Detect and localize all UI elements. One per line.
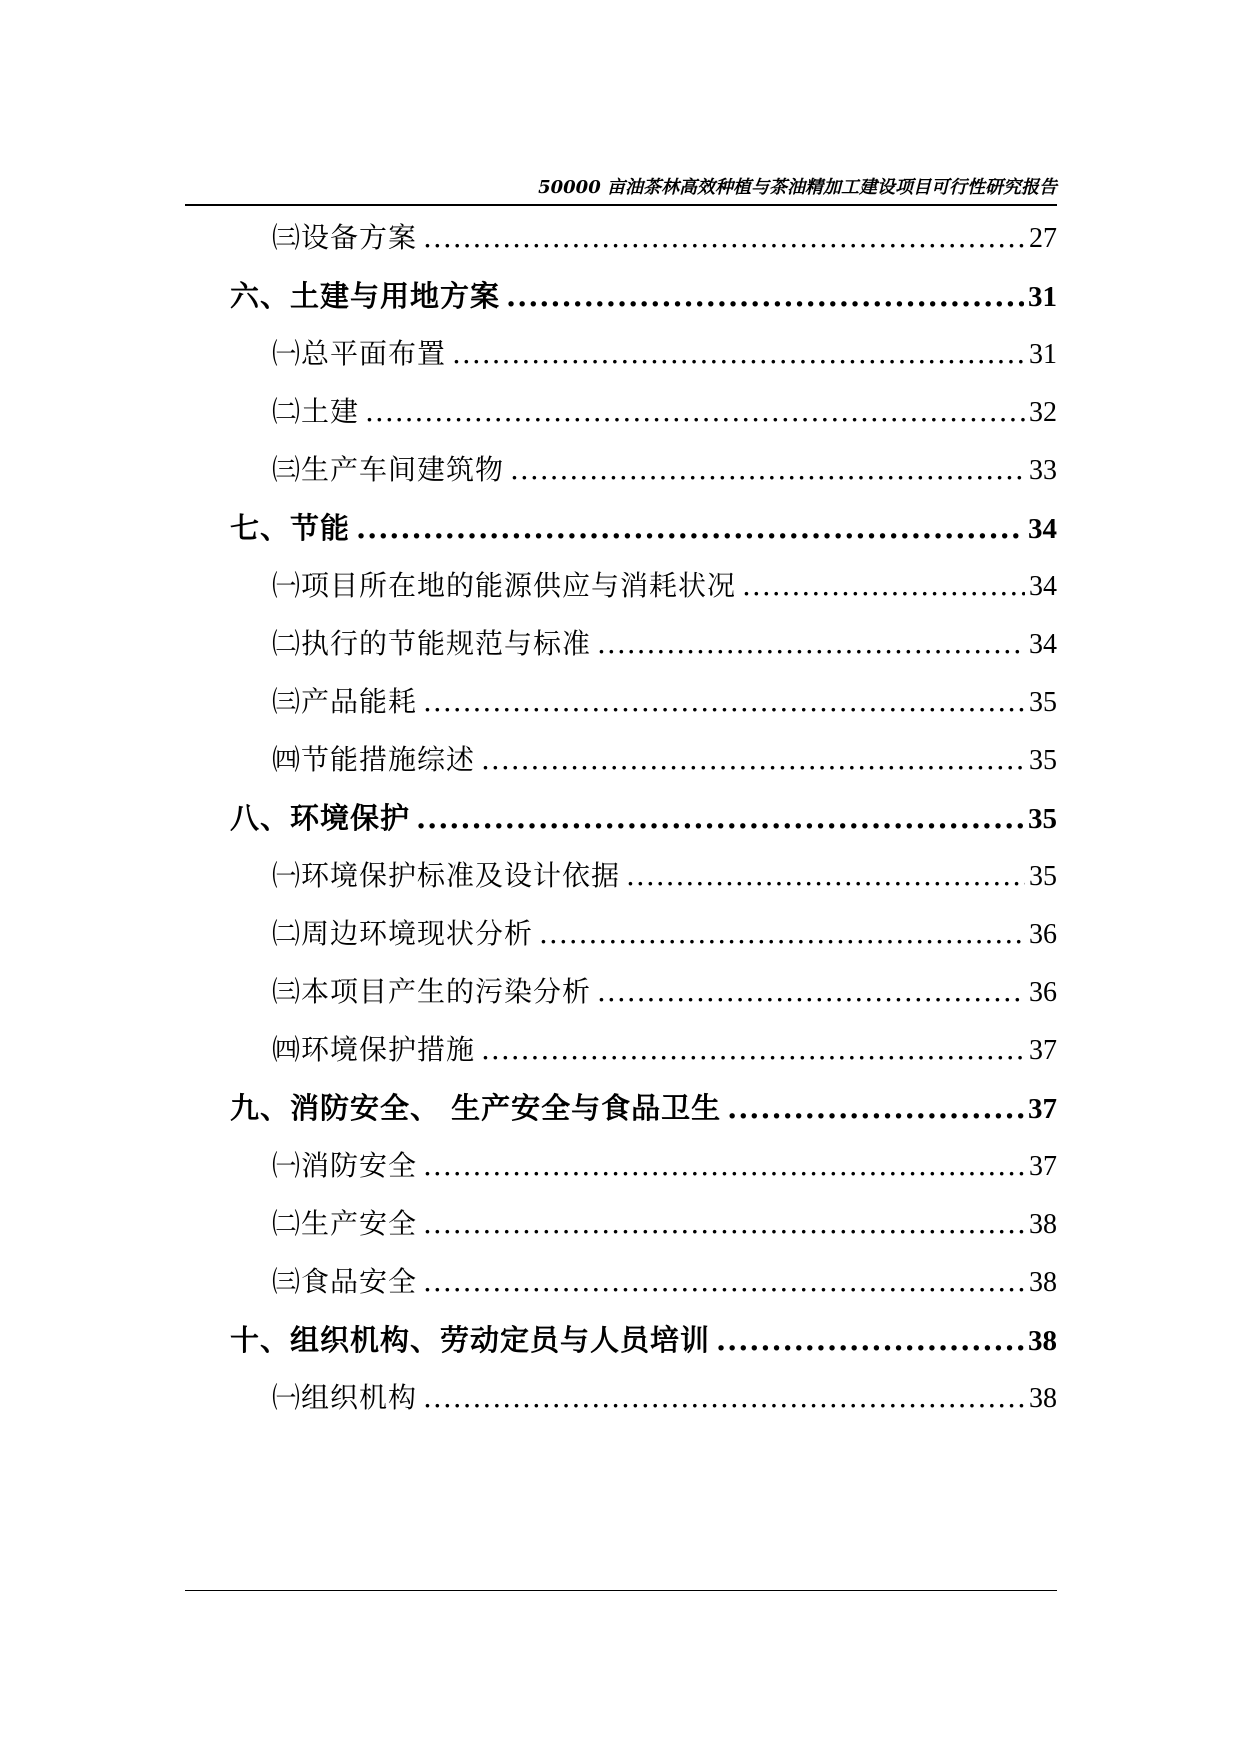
toc-entry-label: 六、土建与用地方案 (230, 279, 501, 313)
toc-entry-section[interactable] (272, 909, 1057, 959)
toc-page-number: 35 (1029, 861, 1057, 892)
toc-page-number: 35 (1029, 687, 1057, 718)
toc-leader-dots (481, 735, 1025, 785)
toc-entry-label: ㈠组织机构 (272, 1381, 418, 1414)
toc-entry-label: ㈢设备方案 (272, 221, 418, 254)
toc-leader-dots (626, 851, 1025, 901)
toc-entry-label: ㈡周边环境现状分析 (272, 917, 534, 950)
toc-page-number: 27 (1029, 223, 1057, 254)
toc-leader-dots (742, 561, 1025, 611)
toc-entry-chapter[interactable] (230, 1315, 1057, 1365)
toc-entry-section[interactable] (272, 1141, 1057, 1191)
toc-leader-dots (727, 1083, 1024, 1133)
toc-entry-chapter[interactable] (230, 1083, 1057, 1133)
toc-entry-section[interactable] (272, 677, 1057, 727)
toc-entry-section[interactable] (272, 851, 1057, 901)
toc-entry-section[interactable] (272, 1025, 1057, 1075)
toc-entry-section[interactable] (272, 445, 1057, 495)
toc-page-number: 35 (1028, 803, 1057, 835)
toc-entry-section[interactable] (272, 1257, 1057, 1307)
toc-leader-dots (365, 387, 1025, 437)
toc-entry-section[interactable] (272, 619, 1057, 669)
toc-entry-label: ㈣节能措施综述 (272, 743, 476, 776)
toc-leader-dots (356, 503, 1024, 553)
toc-leader-dots (452, 329, 1025, 379)
toc-entry-label: ㈡执行的节能规范与标准 (272, 627, 592, 660)
toc-entry-label: ㈡土建 (272, 395, 360, 428)
toc-leader-dots (510, 445, 1025, 495)
toc-page-number: 33 (1029, 455, 1057, 486)
toc-entry-section[interactable] (272, 1373, 1057, 1423)
toc-page-number: 38 (1029, 1267, 1057, 1298)
toc-entry-chapter[interactable] (230, 503, 1057, 553)
toc-leader-dots (423, 213, 1025, 263)
toc-leader-dots (423, 1257, 1025, 1307)
toc-entry-label: ㈢本项目产生的污染分析 (272, 975, 592, 1008)
toc-leader-dots (423, 677, 1025, 727)
toc-entry-label: 十、组织机构、劳动定员与人员培训 (230, 1323, 711, 1357)
toc-entry-section[interactable] (272, 735, 1057, 785)
toc-entry-label: ㈣环境保护措施 (272, 1033, 476, 1066)
toc-leader-dots (506, 271, 1024, 321)
toc-leader-dots (539, 909, 1025, 959)
toc-entry-section[interactable] (272, 387, 1057, 437)
toc-page-number: 38 (1029, 1383, 1057, 1414)
toc-page-number: 34 (1028, 513, 1057, 545)
toc-page-number: 37 (1029, 1151, 1057, 1182)
toc-entry-section[interactable] (272, 561, 1057, 611)
toc-page-number: 35 (1029, 745, 1057, 776)
toc-entry-section[interactable] (272, 967, 1057, 1017)
toc-page-number: 37 (1028, 1093, 1057, 1125)
toc-leader-dots (423, 1373, 1025, 1423)
toc-entry-label: 九、消防安全、 生产安全与食品卫生 (230, 1091, 722, 1125)
toc-leader-dots (423, 1199, 1025, 1249)
toc-page-number: 31 (1029, 339, 1057, 370)
toc-entry-label: ㈡生产安全 (272, 1207, 418, 1240)
toc-leader-dots (481, 1025, 1025, 1075)
header-divider (185, 204, 1057, 206)
footer-divider (185, 1590, 1057, 1591)
toc-page-number: 34 (1029, 629, 1057, 660)
toc-leader-dots (423, 1141, 1025, 1191)
toc-entry-label: ㈠项目所在地的能源供应与消耗状况 (272, 569, 737, 602)
toc-entry-label: 八、环境保护 (230, 801, 411, 835)
toc-entry-label: ㈠环境保护标准及设计依据 (272, 859, 621, 892)
toc-entry-label: ㈠总平面布置 (272, 337, 447, 370)
toc-entry-chapter[interactable] (230, 793, 1057, 843)
toc-entry-label: ㈠消防安全 (272, 1149, 418, 1182)
toc-leader-dots (597, 967, 1025, 1017)
toc-page-number: 38 (1029, 1209, 1057, 1240)
toc-leader-dots (597, 619, 1025, 669)
toc-entry-chapter[interactable] (230, 271, 1057, 321)
toc-page-number: 37 (1029, 1035, 1057, 1066)
toc-entry-section[interactable] (272, 1199, 1057, 1249)
toc-page-number: 36 (1029, 977, 1057, 1008)
toc-entry-section[interactable] (272, 213, 1057, 263)
toc-page-number: 34 (1029, 571, 1057, 602)
toc-page-number: 31 (1028, 281, 1057, 313)
toc-page-number: 32 (1029, 397, 1057, 428)
toc-entry-label: ㈢生产车间建筑物 (272, 453, 505, 486)
toc-leader-dots (416, 793, 1024, 843)
toc-page-number: 38 (1028, 1325, 1057, 1357)
running-header-title: 50000 亩油茶林高效种植与茶油精加工建设项目可行性研究报告 (538, 177, 1057, 198)
toc-entry-section[interactable] (272, 329, 1057, 379)
toc-leader-dots (716, 1315, 1024, 1365)
toc-entry-label: ㈢食品安全 (272, 1265, 418, 1298)
toc-page-number: 36 (1029, 919, 1057, 950)
toc-entry-label: ㈢产品能耗 (272, 685, 418, 718)
toc-entry-label: 七、节能 (230, 511, 351, 545)
